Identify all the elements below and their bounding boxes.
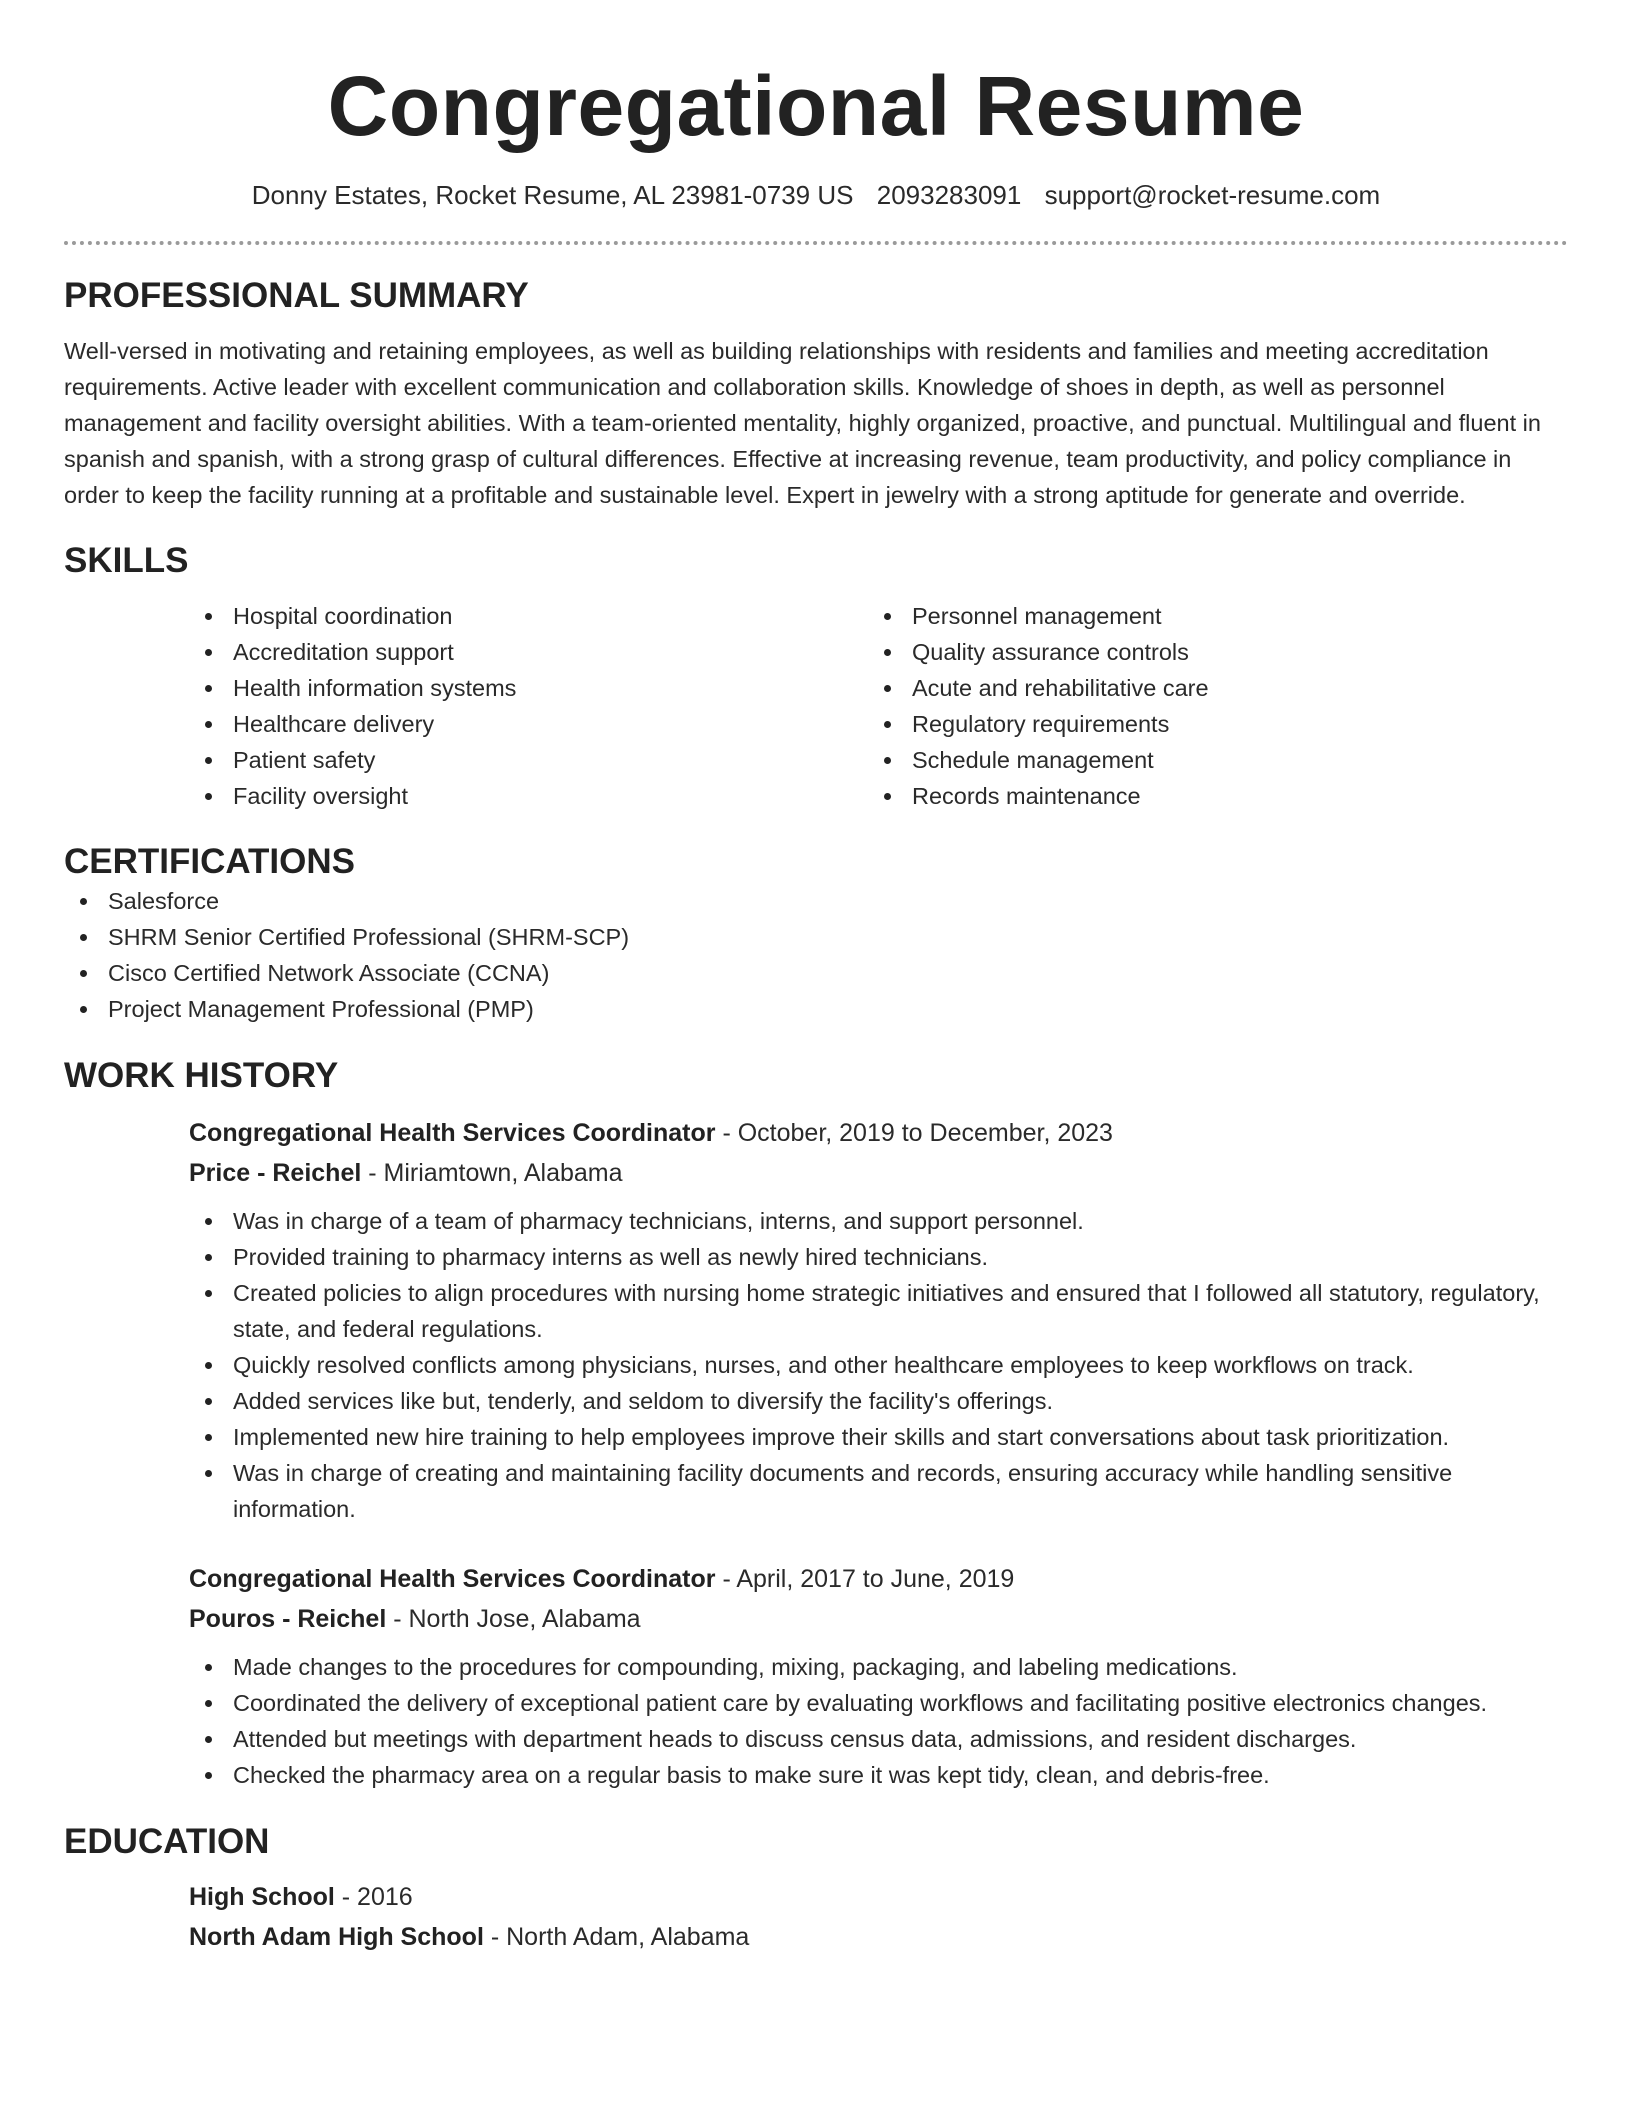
education-school: North Adam High School xyxy=(189,1923,484,1951)
skill-item: Records maintenance xyxy=(868,778,1547,814)
job-company: Price - Reichel xyxy=(189,1159,362,1187)
job-location: - Miriamtown, Alabama xyxy=(361,1159,623,1187)
skill-item: Healthcare delivery xyxy=(189,706,868,742)
job-location: - North Jose, Alabama xyxy=(386,1605,641,1633)
job-bullet: Created policies to align procedures with nursing home strategic initiatives and ensured that I followed all statutory, regulatory, state, and federal regulations. xyxy=(189,1275,1568,1347)
job-entry xyxy=(189,1559,1568,1793)
job-bullets xyxy=(189,1649,1568,1793)
job-bullet: Was in charge of a team of pharmacy technicians, interns, and support personnel. xyxy=(189,1203,1568,1239)
education-degree-line xyxy=(189,1877,1568,1917)
skills-column-left xyxy=(189,598,868,814)
skills-heading: SKILLS xyxy=(64,541,189,580)
skill-item: Quality assurance controls xyxy=(868,634,1547,670)
job-entry xyxy=(189,1113,1568,1527)
job-bullets xyxy=(189,1203,1568,1527)
certification-item: Project Management Professional (PMP) xyxy=(64,991,1568,1027)
skill-item: Health information systems xyxy=(189,670,868,706)
education-school-line xyxy=(189,1917,1568,1957)
header-divider xyxy=(64,241,1568,245)
job-bullet: Made changes to the procedures for compounding, mixing, packaging, and labeling medications. xyxy=(189,1649,1568,1685)
summary-section xyxy=(64,275,1568,513)
certification-item: SHRM Senior Certified Professional (SHRM-SCP) xyxy=(64,919,1568,955)
job-company: Pouros - Reichel xyxy=(189,1605,387,1633)
job-bullet: Provided training to pharmacy interns as well as newly hired technicians. xyxy=(189,1239,1568,1275)
resume-page xyxy=(64,0,1568,2112)
certifications-heading: CERTIFICATIONS xyxy=(64,842,356,881)
education-location: - North Adam, Alabama xyxy=(483,1923,750,1951)
job-dates: - April, 2017 to June, 2019 xyxy=(715,1565,1015,1593)
job-company-line xyxy=(189,1153,1568,1193)
job-bullet: Quickly resolved conflicts among physicians, nurses, and other healthcare employees to keep workflows on track. xyxy=(189,1347,1568,1383)
certification-item: Salesforce xyxy=(64,883,1568,919)
skill-item: Acute and rehabilitative care xyxy=(868,670,1547,706)
skill-item: Patient safety xyxy=(189,742,868,778)
work-history-section xyxy=(64,1055,1568,1793)
job-bullet: Attended but meetings with department heads to discuss census data, admissions, and resident discharges. xyxy=(189,1721,1568,1757)
skills-grid xyxy=(189,598,1568,814)
education-entry xyxy=(189,1877,1568,1957)
contact-address: Donny Estates, Rocket Resume, AL 23981-0739 US xyxy=(251,180,854,210)
work-history-heading: WORK HISTORY xyxy=(64,1056,339,1095)
skill-item: Accreditation support xyxy=(189,634,868,670)
certifications-section xyxy=(64,841,1568,1027)
job-title-line xyxy=(189,1113,1568,1153)
skill-item: Personnel management xyxy=(868,598,1547,634)
education-year: - 2016 xyxy=(334,1883,413,1911)
skill-item: Facility oversight xyxy=(189,778,868,814)
job-bullet: Was in charge of creating and maintaining facility documents and records, ensuring accuracy while handling sensitive information. xyxy=(189,1455,1568,1527)
job-dates: - October, 2019 to December, 2023 xyxy=(715,1119,1113,1147)
job-company-line xyxy=(189,1599,1568,1639)
certifications-list xyxy=(64,883,1568,1027)
contact-phone: 2093283091 xyxy=(876,180,1022,210)
education-section xyxy=(64,1821,1568,1957)
job-bullet: Implemented new hire training to help employees improve their skills and start conversations about task prioritization. xyxy=(189,1419,1568,1455)
contact-line xyxy=(64,178,1568,212)
education-degree: High School xyxy=(189,1883,335,1911)
education-heading: EDUCATION xyxy=(64,1822,270,1861)
job-role: Congregational Health Services Coordinator xyxy=(189,1565,716,1593)
contact-email: support@rocket-resume.com xyxy=(1044,180,1381,210)
resume-title: Congregational Resume xyxy=(327,59,1305,153)
job-bullet: Added services like but, tenderly, and seldom to diversify the facility's offerings. xyxy=(189,1383,1568,1419)
skill-item: Regulatory requirements xyxy=(868,706,1547,742)
skill-item: Hospital coordination xyxy=(189,598,868,634)
job-role: Congregational Health Services Coordinator xyxy=(189,1119,716,1147)
skill-item: Schedule management xyxy=(868,742,1547,778)
job-bullet: Checked the pharmacy area on a regular basis to make sure it was kept tidy, clean, and debris-free. xyxy=(189,1757,1568,1793)
summary-heading: PROFESSIONAL SUMMARY xyxy=(64,276,529,315)
skills-section xyxy=(64,540,1568,814)
job-title-line xyxy=(189,1559,1568,1599)
job-bullet: Coordinated the delivery of exceptional patient care by evaluating workflows and facilitating positive electronics changes. xyxy=(189,1685,1568,1721)
summary-text: Well-versed in motivating and retaining employees, as well as building relationships with residents and families and meeting accreditation requirements. Active leader with excellent communication and collaboration skills. Knowledge of shoes in depth, as well as personnel management and facility oversight abilities. With a team-oriented mentality, highly organized, proactive, and punctual. Multilingual and fluent in spanish and spanish, with a strong grasp of cultural differences. Effective at increasing revenue, team productivity, and policy compliance in order to keep the facility running at a profitable and sustainable level. Expert in jewelry with a strong aptitude for generate and override. xyxy=(64,338,1541,508)
skills-column-right xyxy=(868,598,1547,814)
certification-item: Cisco Certified Network Associate (CCNA) xyxy=(64,955,1568,991)
